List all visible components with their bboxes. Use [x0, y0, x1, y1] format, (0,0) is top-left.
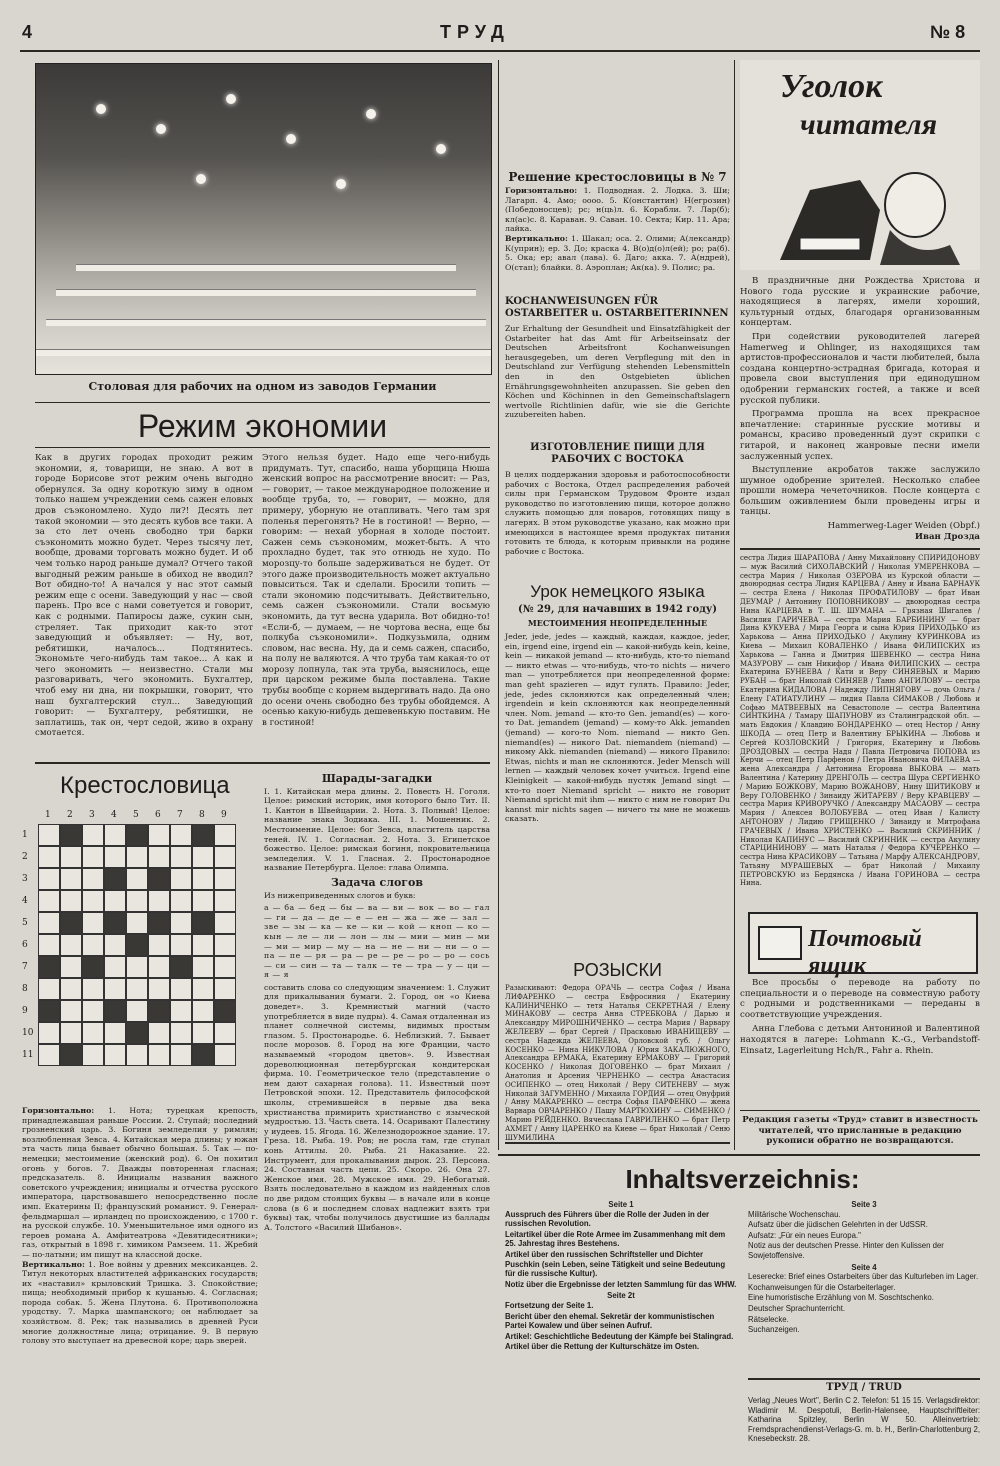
crossword-cell	[214, 934, 236, 956]
contents-s4-label: Seite 4	[851, 1262, 877, 1272]
crossword-cell	[170, 1044, 192, 1066]
crossword-clues	[22, 1106, 258, 1458]
search-text: Разыскивают: Федора ОРАЧЬ — сестра Софья / Ивана ЛИФАРЕНКО — сестра Евфросиния / Екатерину КАЛИНИЧЕНКО — тетя Наталья СЕКРЕТНАЯ / Елену МИНАКОВУ — сестра Анна СТРЕБКОВА / Дарью и Александру МИРОШНИЧЕНКО — сестра Мария / Варвару ЖЕЛЕЕВУ — брат Сергей / Прасковью ИВАНИЩЕВУ — сестра Надежда ЖЕЛЕЕВА, Орловской губ. / Ольгу КОСЕНКО — Нина НИКУЛОВА / Юрия ЗАКАЛЮЖНОГО, Александра ЕРМАКА, Екатерину ЕРМАКОВУ — Григорий КОСЕНКО / Николая ДОГОВЕНКО — брат Михаил / Анатолия и Арсения ЧЕРНЕНКО — сестра Анастасия ОСИПЕНКО — отец Николай / Веру СИТЕНЕВУ — муж Николай ЗАГУМЕННО / Михаила ГОРДИЯ — отец Онуфрий / Анну МАКАРЕНКО — сестра Софья ПАРФЕНКО — жена Варвара ОВЧАРЕНКО / Пашу МАРТЮХИНУ — СИМЕНКО / Марию РЕЙДЕНКО. Вячеслава ГАВРИЛЕНКО — брат Петр АХМЕТ / Анну ЦАРЕНКО на Киеве — брат Николай / Сеню ШУМИЛИНА	[505, 984, 730, 1142]
crossword-cell	[60, 846, 82, 868]
crossword-cell	[104, 1044, 126, 1066]
crossword-cell	[60, 912, 82, 934]
crossword-cell	[38, 1022, 60, 1044]
crossword-row-number: 8	[22, 984, 28, 994]
reader-p2: При содействии руководителей лагерей Hamerweg и Ohlinger, из находящихся там артистов-профессионалов и части любителей, была создана концертно-эстрадная бригада, которая и провела свои выступления при единодушном одобрении германских гостей, а также и всей русской публики.	[740, 331, 980, 406]
crossword-cell	[214, 1000, 236, 1022]
charades-title: Шарады-загадки	[321, 772, 433, 785]
crossword-col-number: 8	[199, 810, 205, 820]
contents-title: Inhaltsverzeichnis:	[625, 1164, 860, 1194]
crossword-cell	[60, 1044, 82, 1066]
solution-horizontal-label: Горизонтально:	[505, 186, 578, 195]
crossword-cell	[38, 890, 60, 912]
crossword-cell	[82, 978, 104, 1000]
crossword-cell	[38, 956, 60, 978]
crossword-col-number: 5	[133, 810, 139, 820]
masthead-title: ТРУД	[440, 22, 510, 42]
contents-item: Suchanzeigen.	[748, 1325, 800, 1335]
crossword-horizontal-label: Горизонтально:	[22, 1106, 95, 1115]
crossword-cell	[82, 846, 104, 868]
contents-item: Aufsatz: „Für ein neues Europa."	[748, 1230, 861, 1240]
reader-sign-place: Hammerweg-Lager Weiden (Obpf.)	[827, 521, 980, 532]
contents-item: Eine humoristische Erzählung von M. Soschtschenko.	[748, 1293, 934, 1303]
crossword-row-number: 4	[22, 896, 28, 906]
reader-illustration-icon	[740, 150, 980, 270]
crossword-cell	[82, 890, 104, 912]
crossword-horizontal: 1. Нота; турецкая крепость, принадлежавшая раньше России. 2. Ступай; последний грозненский царь. 3. Богиня земледелия у римлян; возлюбленная Зевса. 4. Китайская мера длины; у южан эта часть лица бывает обычно большая. 5. Так — по-немецки; местоимение (женский род). 6. Он похитил огонь у богов. 7. Дважды повторенная гласная; предсказатель. 8. Инициалы названия важного советского учреждения; инициалы и отчества русского императора, царствовавшего непосредственно после имп. Екатерины II; французский романист. 9. Генерал-фельдмаршал — ирландец по происхождению, с 1700 г. на русской службе. 10. Уменьшительное имя одного из героев романа А. Амфитеатрова «Девятидесятники»; газ, открытый в 1898 г. химиком Рамзеем. 11. Жребий — по-латыни; им пишут на классной доске.	[22, 1106, 258, 1259]
reader-p4: Выступление акробатов также заслужило шумное одобрение зрителей. Несколько слабее прошли номера чечеточников. После концерта с большим оживлением были проведены игры и танцы.	[740, 465, 980, 518]
reader-title-line2: читателя	[800, 108, 938, 141]
crossword-cell	[192, 890, 214, 912]
crossword-row-number: 3	[22, 874, 28, 884]
crossword-cell	[60, 824, 82, 846]
charades-text: I. 1. Китайская мера длины. 2. Повесть Н. Гоголя. Целое: римский историк, имя которого было Тит. II. 1. Кантон в Швейцарии. 2. Нота. 3. Полный! Целое: название знака Зодиака. III. 1. Мошенник. 2. Местоимение. Целое: бог Зевса, властитель царства теней. IV. 1. Согласная. 2. Нота. 3. Египетское божество. Целое: римская богиня, покровительница земледелия. V. 1. Гласная. 2. Простонародное название Петербурга. Целое: глава Олимпа.	[264, 786, 490, 873]
crossword-cell	[82, 1044, 104, 1066]
crossword-cell	[126, 1022, 148, 1044]
charades-syllables-column	[264, 770, 490, 1458]
mailbox-p1: Все просьбы о переводе на работу по специальности и о переводе на совместную работу с родными и родственниками — переданы в соответствующие учреждения.	[740, 978, 980, 1020]
crossword-cell	[170, 934, 192, 956]
crossword-cell	[104, 1000, 126, 1022]
crossword-cell	[214, 912, 236, 934]
contents-item: Leitartikel über die Rote Armee im Zusammenhang mit dem 25. Jahrestag ihres Bestehens.	[505, 1229, 726, 1249]
crossword-row-number: 10	[22, 1028, 34, 1038]
crossword-row-number: 7	[22, 962, 28, 972]
crossword-cell	[170, 1000, 192, 1022]
crossword-cell	[38, 824, 60, 846]
food-title: ИЗГОТОВЛЕНИЕ ПИЩИ ДЛЯ РАБОЧИХ С ВОСТОКА	[530, 442, 705, 465]
crossword-cell	[170, 890, 192, 912]
crossword-row-number: 6	[22, 940, 28, 950]
reader-p3: Программа прошла на всех прекрасное впечатление: старинные русские мотивы и романсы, красиво проведенный дуэт скрипки с гитарой, и наконец жанровые песни имели заслуженный успех.	[740, 409, 980, 462]
economy-column-2: Этого нельзя будет. Надо еще чего-нибудь придумать. Тут, спасибо, наша уборщица Нюша женский вопрос на рассмотрение вносит: — Раз, — говорит, — такое международное положение и вообще труба, то, — говорит, — можно, для примеру, уборную не отапливать. Чего там зря поленья перегонять? Не в гостиной! — Верно, — говорим: — нехай уборная в холоде постоит. Сажен семь съэкономим, может-быть. А что прохладно будет, так это отнюдь не худо. По морозцу-то больше задерживаться не будет. От этого даже производительность может актуально повыситься. Так и сделали. Бросили топить — стали экономию подсчитывать. Действительно, семь сажен съэкономили. Стали восьмую экономить, да тут весна ударила. Вот обидно-то! «Если-б, — думаем, — не чортова весна, еще бы полкуба съэкономили». Подкузьмила, одним словом, нас весна. Ну, да и семь сажен, спасибо, на полу не валяются. А что труба там какая-то от морозу лопнула, так эта труба, выяснилось, еще при царском режиме была поставлена. Такие трубы вообще с корнем выдергивать надо. Да оно до осени очень свободно без трубы обойдемся. А осенью какую-нибудь дешевенькую поставим. Не в гостиной!	[262, 453, 490, 728]
reader-sign-name: Иван Дрозда	[914, 531, 980, 542]
crossword-cell	[170, 978, 192, 1000]
contents-item: Bericht über den ehemal. Sekretär der kommunistischen Partei Kowalew und über seinen Aufruf.	[505, 1311, 715, 1331]
syllables-grid: а — ба — бед — бы — ва — ви — вок — во — гал — ги — да — де — е — ен — жа — же — зал — зве — зы — ка — ке — ки — кой — кноп — ко — кын — ле — ли — лон — лы — мии — мин — ми — ми — мир — му — на — не — ни — ни — о — па — пе — ря — ра — ре — ре — ро — ро — сось — си — син — та — талк — те — тра — у — ци — я — я	[264, 903, 490, 980]
solution-vertical: 1. Шакал; оса. 2. Олими; А(лександр) К(уприн); ер. 3. До; краска 4. В(о)д(о)л(ей); ро; ра(б). 5. Ока; ер; авал (лава). 6. Даго; акка. 7. А(ндрей), О(стап); блайки. 8. Аэроплан; Ак(ка). 9. Полис; ра.	[505, 233, 731, 272]
crossword-cell	[82, 1000, 104, 1022]
crossword-cell	[104, 868, 126, 890]
crossword-cell	[82, 824, 104, 846]
contents-left	[505, 1200, 737, 1406]
envelope-icon	[758, 926, 802, 960]
crossword-cell	[126, 824, 148, 846]
contents-item: Militärische Wochenschau.	[748, 1209, 841, 1219]
crossword-cell	[126, 934, 148, 956]
crossword-row-number: 9	[22, 1006, 28, 1016]
imprint-title: ТРУД / TRUD	[826, 1382, 902, 1393]
crossword-cell	[192, 868, 214, 890]
crossword-cell	[214, 1022, 236, 1044]
contents-item: Ausspruch des Führers über die Rolle der Juden in der russischen Revolution.	[505, 1209, 710, 1229]
crossword-cell	[170, 868, 192, 890]
photo-caption: Столовая для рабочих на одном из заводов Германии	[88, 380, 437, 393]
mailbox-header	[748, 912, 978, 979]
crossword-col-number: 1	[45, 810, 51, 820]
crossword-row-number: 5	[22, 918, 28, 928]
contents-s3-label: Seite 3	[851, 1200, 877, 1209]
crossword-cell	[38, 978, 60, 1000]
crossword-cell	[38, 912, 60, 934]
contents-item: Notiz über die Ergebnisse der letzten Sammlung für das WHW.	[505, 1279, 737, 1289]
crossword-cell	[126, 1044, 148, 1066]
crossword-cell	[60, 1022, 82, 1044]
crossword-cell	[82, 934, 104, 956]
crossword-row-number: 11	[22, 1050, 34, 1060]
german-subtitle: (№ 29, для начавших в 1942 году)	[517, 604, 718, 615]
solution-text	[505, 186, 730, 292]
crossword-vertical-label: Вертикально:	[22, 1259, 85, 1269]
contents-item: Leserecke: Brief eines Ostarbeiters über das Kulturleben im Lager.	[748, 1272, 979, 1282]
crossword-cell	[104, 1022, 126, 1044]
contents-item: Aufsatz über die jüdischen Gelehrten in der UdSSR.	[748, 1220, 928, 1230]
crossword-cell	[170, 824, 192, 846]
crossword-cell	[148, 846, 170, 868]
contents-s3-list	[748, 1210, 980, 1261]
crossword-cell	[104, 890, 126, 912]
crossword-cell	[170, 912, 192, 934]
crossword-cell	[104, 934, 126, 956]
german-title: Урок немецкого языка	[530, 582, 705, 601]
crossword-cell	[214, 868, 236, 890]
crossword-cell	[192, 1022, 214, 1044]
kochanweisungen-title: KOCHANWEISUNGEN FÜR OSTARBEITER u. OSTARBEITERINNEN	[505, 296, 729, 319]
crossword-cell	[148, 934, 170, 956]
crossword-vertical: 1. Вое войны у древних мексиканцев. 2. Титул некоторых властителей африканских государств; их «наставил» крыловский Тришка. 3. Спокойствие; пища; необходимый прибор к кушанью. 4. Согласная; порода собак. 5. Жена Плутона. 6. Противоположна уродству. 7. Марка шампанского; он наблюдает за хозяйством. 8. Рек; так назывались в древней Руси многие должностные лица; отрицание. 9. В первую голову это выступает на древесной коре; царь зверей.	[22, 1259, 258, 1346]
food-text: В целях поддержания здоровья и работоспособности рабочих с Востока, Отдел распределения рабочей силы при Германском Трудовом Фронте издал руководство по изготовлению пищи, которое должно служить помощью для поваров, готовящих пищу в лагерях. В этом руководстве указано, как можно при имеющихся в настоящее время продуктах питания готовить те блюда, к которым привыкли на родине рабочие с Востока.	[505, 470, 730, 556]
crossword-col-number: 7	[177, 810, 183, 820]
crossword-cell	[126, 912, 148, 934]
reader-title-line1: Уголок	[780, 68, 883, 105]
crossword-cell	[170, 956, 192, 978]
crossword-cell	[214, 956, 236, 978]
syllables-tail: составить слова со следующим значением: 1. Служит для прикалывания бумаги. 2. Город, он «о Киева доведет». 3. Кремнистый магний (часто употребляется в виде пудры). 4. Самая отдаленная из планет солнечной системы, видимых простым глазом. 5. Простонародье. 6. Неблизкий. 7. Бывает после морозов. 8. Город на юге Франции, часто называемый «городом цветов». 9. Известная дореволюционная петербургская кондитерская фирма. 10. Геометрическое тело (представление о нем дают сахарная голова). 11. Известный поэт Петровской эпохи. 12. Представитель философской школы, стремившейся в первые два века христианства примирить христианство с языческой мудростью. 13. Часть света. 14. Осаривают Палестину у иудеев. 15. Ягода. 16. Железнодорожное здание. 17. Греза. 18. Рыба. 19. Ров; не росла там, где ступал конь Аттилы. 20. Рыба. 21 Наказание. 22. Инструмент, для прокалывания дырок. 23. Персона. 24. Составная часть цепи. 25. Скоро. 26. Она 27. Женское имя. 28. Мужское имя. 29. Небогатый. Взять последовательно в каждом из найденных слов по две рядом стоящих буквы — в начале или в конце слова (в 6 и последнем словах надлежит взять три буквы) так, чтобы получилось двустишие из баллады А. Толстого «Василий Шибанов».	[264, 982, 490, 1232]
crossword-cell	[126, 890, 148, 912]
contents-item: Fortsetzung der Seite 1.	[505, 1300, 594, 1310]
crossword-col-number: 6	[155, 810, 161, 820]
crossword-cell	[82, 1022, 104, 1044]
crossword-cell	[38, 1000, 60, 1022]
crossword-col-number: 3	[89, 810, 95, 820]
crossword-grid	[22, 810, 258, 1100]
contents-item: Deutscher Sprachunterricht.	[748, 1303, 846, 1313]
page-number: 4	[22, 22, 33, 42]
crossword-title: Крестословица	[60, 772, 230, 799]
crossword-cell	[148, 912, 170, 934]
crossword-cell	[126, 1000, 148, 1022]
syllables-title: Задача слогов	[330, 875, 424, 889]
crossword-cell	[192, 978, 214, 1000]
mailbox-title: Почтовый ящик	[808, 926, 922, 979]
economy-column-1: Как в других городах проходит режим экономии, я, товарищи, не знаю. А вот в городе Борисове этот режим очень выгодно обернулся. За одну короткую зиму в одном только нашем учреждении семь сажен еловых дров съэкономлено. Худо ли?! Десять лет такой экономии — это десять кубов все таки. А за сто лет очень свободно три барки съэкономить можно будет. Через тысячу лет, вообще, дровами торговать можно будет. И об чем только народ раньше думал? Отчего такой выгодный режим раньше в обиход не вводил? Вот обидно-то! А начался у нас этот самый режим еще с осени. Заведующий у нас — свой парень. Про все с нами советуется и говорит, как с родными. Папиросы даже, сукин сын, стреляет. Так приходит как-то этот заведующий и объявляет: — Ну, вот, ребятишки, началось... Подтянитесь. Экономьте чего-нибудь там такое... А как и чего экономить — неизвестно. Стали мы разговаривать, чего экономить. Бухгалтер, чтоб ему ни дна, ни покрышки, говорит, что наш бухгалтерский стул... Заведующий говорит: — Бухгалтеру, ребятишки, не заплатишь, так он, черт седой, живо в охрану смотается.	[35, 453, 253, 739]
crossword-cell	[126, 868, 148, 890]
crossword-cell	[60, 890, 82, 912]
solution-title: Решение крестословицы в № 7	[508, 170, 727, 184]
crossword-cell	[214, 978, 236, 1000]
crossword-cell	[60, 868, 82, 890]
greetings-list: сестра Лидия ШАРАПОВА / Анну Михайловну СПИРИДОНОВУ — муж Василий СИХОЛАВСКИЙ / Николая УМЕРЕНКОВА — сестра Мария / Николая ОЗЕРОВА из Курской области — двоюродная сестра Лидия КАРЦЕВА / Анну и Ивана БАРНАУК — сестра Елена / Николая ПРОФАТИЛОВУ — брат Иван ДЕУМАР / Антонину ПОПОВНИКОВУ — двоюродная сестра Нина КАРЦЕВА в Т. Ш. ШУМАНА — Грязная Шигалев / Василия ГАРИЧЕВА — сестра Мария БАРБИНИНУ — брат Дина КУКУЕВА / Мира Георга и сына Юрия ПРИХОДЬКО из Харькова — Анна ПРИХОДЬКО / Акулину КУРИНКОВА из Киева — Михаил КОВАЛЕНКО / Ивана ФИЛИПСКИХ из Харькова — Ганна и Дмитрия ШЕВЕНКО — сестра Нина МАЗУРОВУ — сын Никифор / Ивана ФИЛИПСКИХ — сестра Екатерина БУНЕЕВА / Кати и Веру СИНЯЕВЫХ и Марию РУБАН — брат Николай СИНЯЕВ / Таню АНГИЛОВУ — сестра Екатерина КИДАЛОВА / Надежду ЛИПНЯГОВУ — дочь Ольга / Елену ГАТИАТУЛИНУ — лидия Павла СИМАКОВ / Любовь и Софью МАТВЕЕВЫХ на Севастополе — сестра Валентина СИНТКИНА / Тамару ШАПУНОВУ из Сталинградской обл. — мать Евдокия / Клавдию БОНДАРЕНКО — отец Нестор / Анну ШКОДА — отец Петр и Валентину БРЫКИНА — Любовь и Сергей КОЗЛОВСКИЙ / Григория, Екатерину и Любовь ДРОЗДОВЫХ — сестра Надя / Павла Петровича ПОПОВА из Керчи — отец Петр Парфенов / Петра Ивановича ФИЛАЕВА — жена Александра / Антонина Егоровна ВЫКОВА — мать Валентина / Катерину ДРЕНГОЛЬ — сестра Шура СЕРГИЕНКО / Марию БОЖКОВУ, Марию ВОЖАНОВУ, Нину ШИТИКОВУ и Веру ГОЛОВЕНКО / Зинаиду ЖИТАРЕВУ / Веру КРАВЦЕВУ — сестра Мария КРИВОРУЧКО / Александру МАСАОВУ — сестра Мария / Алексея ВОЛОБУЕВА — отец Иван / Калисту АНТОНОВУ / Лидию ГРИЩЕНКО / Зинаиду и Митрофана ГРАЧЕВЫХ / Ивана ХРИСТЕНКО — Василий СКРИННИК / Николая КАПИНУС — Василий СКРИННИК — сестра Акулину СТАРЦИНИНОВУ — мать Наталья / Федора КУЧЕРЕНКО — сестра Нина КРАСИКОВУ — Татьяна / Марфу АЛЕКСАНДРОВУ, Татьяну МУРАШЕВЫХ — брат Николай / Михаилу ПЕТРОВСКУЮ из Бердянска / Ивана ГОРИНОВА — сестра Нина.	[740, 554, 980, 888]
crossword-cell	[126, 956, 148, 978]
crossword-cell	[104, 912, 126, 934]
crossword-cell	[38, 846, 60, 868]
economy-title: Режим экономии	[137, 408, 388, 444]
crossword-cell	[192, 912, 214, 934]
crossword-cell	[60, 956, 82, 978]
crossword-cell	[192, 846, 214, 868]
crossword-cell	[38, 868, 60, 890]
crossword-cell	[82, 956, 104, 978]
crossword-cell	[214, 846, 236, 868]
reader-p1: В праздничные дни Рождества Христова и Нового года русские и украинские рабочие, находящиеся в лагерях, имели хороший, культурный отдых, благодаря организованным концертам.	[740, 276, 980, 329]
crossword-cell	[148, 890, 170, 912]
contents-right	[748, 1200, 980, 1378]
kochanweisungen-text: Zur Erhaltung der Gesundheit und Einsatzfähigkeit der Ostarbeiter hat das Amt für Arbeitseinsatz der Deutschen Arbeitsfront Kochanweisungen herausgegeben, um deren Verpflegung mit den in Deutschland zur Verfügung stehenden Lebensmitteln den in den Ostgebieten üblichen Ernährungsgewohnheiten anzupassen. Sie geben den Köchen und Köchinnen in den Gemeinschaftslagern wertvolle Richtlinien dafür, wie sie die Gerichte zuzubereiten haben.	[505, 324, 730, 420]
issue-number: № 8	[930, 22, 966, 42]
crossword-cell	[38, 934, 60, 956]
crossword-cell	[126, 846, 148, 868]
imprint-text: Verlag „Neues Wort", Berlin C 2. Telefon: 51 15 15. Verlagsdirektor: Wladimir M. Despotuli, Berlin-Halensee, Hauptschriftleiter: Katharina Spitzley, Berlin W 50. Alleinvertrieb: Fremdsprachendienst-Verlags-G. m. b. H., Berlin-Charlottenburg 2, Knesebeckstr. 28.	[748, 1396, 980, 1444]
crossword-cell	[148, 824, 170, 846]
search-title: РОЗЫСКИ	[573, 960, 662, 980]
crossword-col-number: 4	[111, 810, 117, 820]
syllables-intro: Из нижеприведенных слогов и букв:	[264, 890, 416, 900]
contents-s2-list	[505, 1301, 737, 1352]
crossword-col-number: 9	[221, 810, 227, 820]
mailbox-text	[740, 978, 980, 1108]
german-subhead: МЕСТОИМЕНИЯ НЕОПРЕДЕЛЕННЫЕ	[527, 618, 708, 628]
crossword-cell	[170, 1022, 192, 1044]
crossword-col-number: 2	[67, 810, 73, 820]
reader-header	[740, 60, 980, 270]
german-text: Jeder, jede, jedes — каждый, каждая, каждое, jeder, ein, irgend eine, irgend ein — какой-нибудь kein, keine, kein — никакой jemand — кто-нибудь, кто-то niemand — никто etwas — что-нибудь, что-то nichts — ничего man — употребляется при неопределенной форме: man geht spazieren — идут гулять. Правило: Jeder, jede, jedes склоняются как определенный член; irgendein и kein склоняются как неопределенный член. Nom. jemand — кто-то Gen. jemand(es) — кого-то Dat. jemandem (jemand) — кому-то Akk. jemanden (jemand) — кого-то Nom. niemand — никто Gen. niemand(es) — никого Dat. niemandem (niemand) — никому Akk. niemanden (niemand) — никого Правило: Etwas, nichts и man не склоняются. Jeder Mensch will lernen — каждый человек хочет учиться. Irgend eine Kleinigkeit — какой-нибудь пустяк Jemand singt — кто-то поет Niemand spricht — никто не говорит Niemand spricht mit ihm — никто с ним не говорит Du kannst mir nichts sagen — ничего ты мне не можешь сказать.	[505, 632, 730, 824]
crossword-cell	[192, 824, 214, 846]
solution-vertical-label: Вертикально:	[505, 233, 568, 243]
contents-item: Artikel über den russischen Schriftsteller und Dichter Puschkin (sein Leben, seine Tätigkeit und seine Bedeutung für die russische Kultur).	[505, 1249, 726, 1279]
contents-s2-label: Seite 2t	[607, 1291, 635, 1301]
crossword-row-number: 2	[22, 852, 28, 862]
crossword-cell	[104, 956, 126, 978]
crossword-cell	[214, 890, 236, 912]
crossword-cell	[214, 1044, 236, 1066]
crossword-cell	[148, 1000, 170, 1022]
contents-s1-label: Seite 1	[608, 1200, 634, 1209]
crossword-cell	[126, 978, 148, 1000]
crossword-cell	[148, 868, 170, 890]
mailbox-p2: Анна Глебова с детьми Антониной и Валентиной находятся в лагере: Lohmann K.-G., Verbandstoff-Einsatz, Lagerleitung Hch/R., Fahr a. Rhein.	[740, 1024, 980, 1056]
crossword-cell	[148, 978, 170, 1000]
solution-horizontal: 1. Подводная. 2. Лодка. 3. Ши; Лагарп. 4. Амо; оооо. 5. К(онстантин) Н(егрозин) (Победоносцев); рс; н(ць)л. 6. Корабли. 7. Лар(б); кл(ас)с. 8. Караван. 9. Саван. 10. Секта; Кир. 11. Ара; лайка.	[505, 186, 731, 234]
reader-article	[740, 276, 980, 576]
crossword-cell	[148, 1022, 170, 1044]
contents-s4-list	[748, 1272, 980, 1335]
crossword-cell	[192, 956, 214, 978]
crossword-row-number: 1	[22, 830, 28, 840]
crossword-cell	[148, 956, 170, 978]
canteen-photo	[35, 63, 492, 375]
crossword-cell	[192, 1000, 214, 1022]
crossword-cell	[192, 1044, 214, 1066]
crossword-cell	[214, 824, 236, 846]
crossword-cell	[192, 934, 214, 956]
contents-item: Artikel über die Rettung der Kulturschätze im Osten.	[505, 1342, 700, 1352]
contents-item: Kochanweisungen für die Ostarbeiterlager.	[748, 1282, 896, 1292]
crossword-cell	[104, 978, 126, 1000]
crossword-cell	[82, 868, 104, 890]
crossword-cell	[104, 846, 126, 868]
contents-item: Artikel: Geschichtliche Bedeutung der Kämpfe bei Stalingrad.	[505, 1331, 734, 1341]
contents-item: Notiz aus der deutschen Presse. Hinter den Kulissen der Sowjetoffensive.	[748, 1241, 944, 1260]
contents-item: Rätselecke.	[748, 1314, 789, 1324]
crossword-cell	[82, 912, 104, 934]
crossword-cell	[60, 1000, 82, 1022]
crossword-cell	[104, 824, 126, 846]
crossword-cell	[38, 1044, 60, 1066]
crossword-cell	[60, 978, 82, 1000]
contents-s1-list	[505, 1210, 737, 1290]
crossword-cell	[60, 934, 82, 956]
crossword-cell	[148, 1044, 170, 1066]
crossword-cell	[170, 846, 192, 868]
editorial-notice: Редакция газеты «Труд» ставит в известность читателей, что присланные в редакцию рукописи обратно не возвращаются.	[742, 1115, 978, 1147]
